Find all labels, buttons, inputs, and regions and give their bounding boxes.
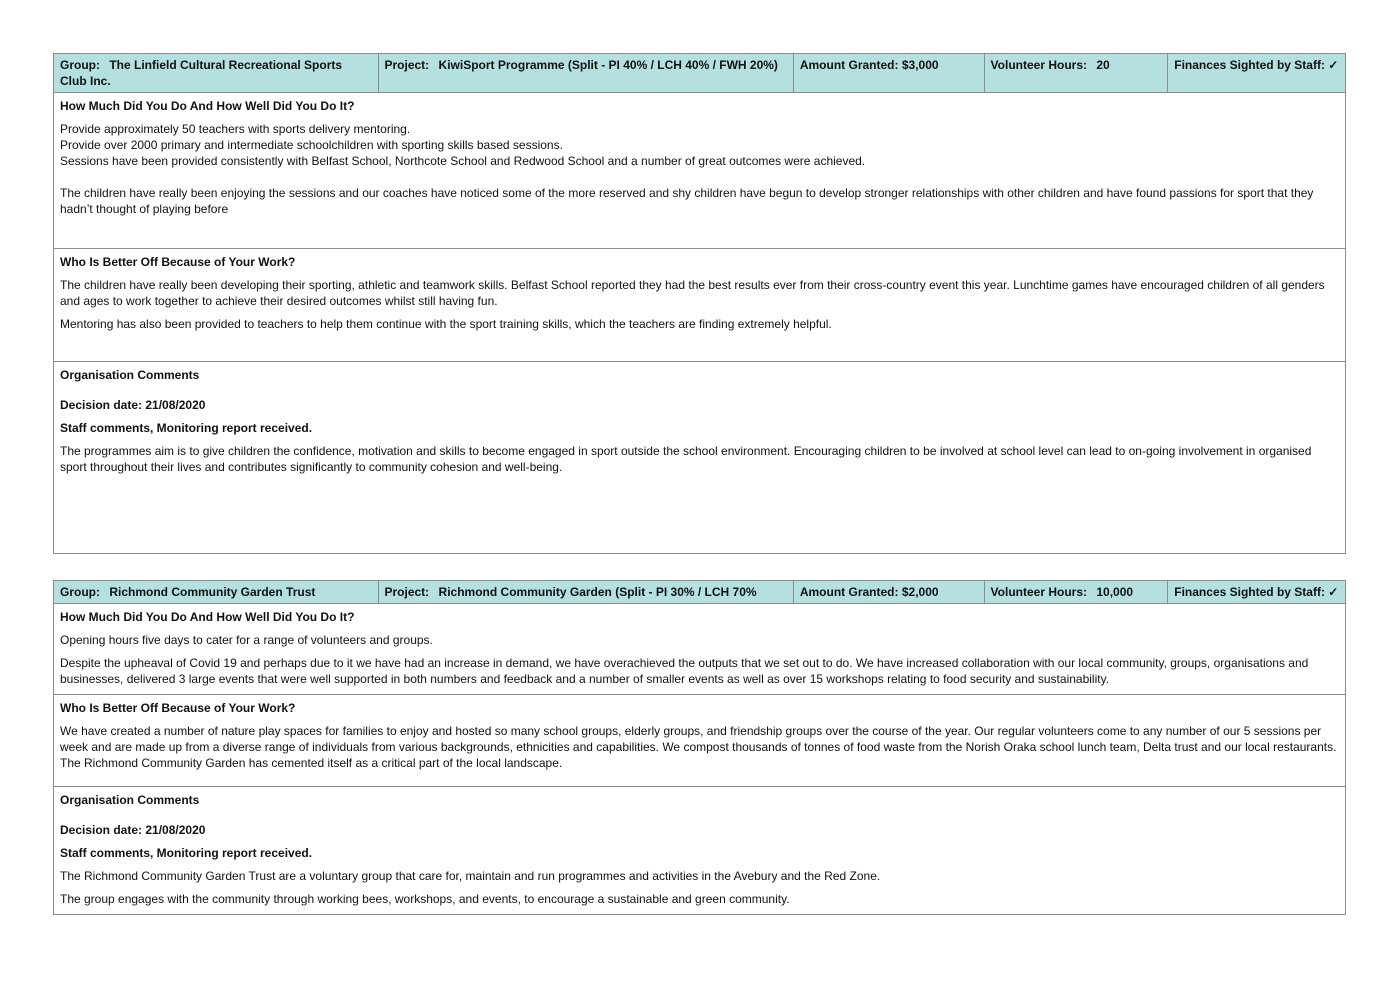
who-better-off-heading: Who Is Better Off Because of Your Work?	[60, 255, 296, 269]
finances-label: Finances Sighted by Staff:	[1174, 585, 1325, 599]
staff-comments-label: Staff comments, Monitoring report received.	[60, 421, 313, 435]
finances-cell	[1168, 54, 1345, 92]
group-cell	[54, 581, 379, 603]
staff-comments-label: Staff comments, Monitoring report received.	[60, 846, 313, 860]
project-label: Project:	[384, 58, 430, 72]
organisation-comments-heading: Organisation Comments	[60, 793, 200, 807]
paragraph-gap	[60, 169, 1339, 185]
organisation-comment-paragraph: The group engages with the community through working bees, workshops, and events, to encourage a sustainable and green community.	[60, 892, 790, 906]
finances-label: Finances Sighted by Staff:	[1174, 58, 1325, 72]
amount-cell	[794, 581, 985, 603]
report-header-row	[54, 54, 1345, 93]
how-much-section	[54, 604, 1345, 695]
group-value: The Linfield Cultural Recreational Sports Club Inc.	[60, 58, 343, 88]
who-better-off-paragraph: The children have really been developing their sporting, athletic and teamwork skills. Belfast School reported they had the best results ever from their cross-country event this year. Lunchtime games have encouraged children of all genders and ages to work together to achieve their desired outcomes whilst still having fun.	[60, 278, 1325, 308]
organisation-comments-section	[54, 787, 1345, 914]
report-header-row	[54, 581, 1345, 604]
how-much-paragraph: Opening hours five days to cater for a range of volunteers and groups.	[60, 633, 433, 647]
how-much-heading: How Much Did You Do And How Well Did You Do It?	[60, 610, 355, 624]
how-much-section	[54, 93, 1345, 249]
who-better-off-paragraph: Mentoring has also been provided to teachers to help them continue with the sport training skills, which the teachers are finding extremely helpful.	[60, 317, 832, 331]
volunteer-value: 20	[1096, 58, 1110, 72]
organisation-comment-paragraph: The programmes aim is to give children the confidence, motivation and skills to become engaged in sport outside the school environment. Encouraging children to be involved at school level can lead to on-going involvement in organised sport throughout their lives and contributes significantly to community cohesion and well-being.	[60, 444, 1312, 474]
how-much-line: Provide approximately 50 teachers with sports delivery mentoring.	[60, 122, 411, 136]
how-much-line: The children have really been enjoying the sessions and our coaches have noticed some of the more reserved and shy children have begun to develop stronger relationships with other children and have found passions for sport that they hadn’t thought of playing before	[60, 186, 1314, 216]
project-value: KiwiSport Programme (Split - PI 40% / LCH 40% / FWH 20%)	[438, 58, 778, 72]
who-better-off-paragraph: We have created a number of nature play spaces for families to enjoy and hosted so many school groups, elderly groups, and friendship groups over the course of the year. Our regular volunteers come to any number of our 5 sessions per week and are made up from a diverse range of individuals from various backgrounds, ethnicities and capabilities. We compost thousands of tonnes of food waste from the Norish Oraka school lunch team, Delta trust and our local restaurants. The Richmond Community Garden has cemented itself as a critical part of the local landscape.	[60, 724, 1337, 770]
project-cell	[379, 581, 794, 603]
volunteer-value: 10,000	[1096, 585, 1134, 599]
amount-label: Amount Granted:	[799, 58, 899, 72]
organisation-comments-heading: Organisation Comments	[60, 368, 200, 382]
report-table-linfield	[53, 53, 1346, 554]
how-much-line: Provide over 2000 primary and intermediate schoolchildren with sporting skills based sessions.	[60, 138, 563, 152]
how-much-paragraph: Despite the upheaval of Covid 19 and perhaps due to it we have had an increase in demand, we have overachieved the outputs that we set out to do. We have increased collaboration with our local community, groups, organisations and businesses, delivered 3 large events that were well supported in both numbers and feedback and a number of smaller events as well as over 15 workshops relating to food security and sustainability.	[60, 656, 1309, 686]
decision-date: Decision date: 21/08/2020	[60, 398, 206, 412]
group-label: Group:	[60, 585, 100, 599]
group-cell	[54, 54, 379, 92]
group-value: Richmond Community Garden Trust	[109, 585, 316, 599]
who-better-off-section	[54, 249, 1345, 362]
checkmark-icon: ✓	[1328, 585, 1339, 599]
who-better-off-section	[54, 695, 1345, 787]
how-much-line: Sessions have been provided consistently with Belfast School, Northcote School and Redwood School and a number of great outcomes were achieved.	[60, 154, 866, 168]
amount-value: $2,000	[901, 585, 939, 599]
how-much-heading: How Much Did You Do And How Well Did You Do It?	[60, 99, 355, 113]
project-label: Project:	[384, 585, 430, 599]
volunteer-cell	[985, 581, 1169, 603]
amount-cell	[794, 54, 985, 92]
volunteer-label: Volunteer Hours:	[990, 58, 1087, 72]
project-value: Richmond Community Garden (Split - PI 30% / LCH 70%	[438, 585, 757, 599]
report-table-richmond	[53, 580, 1346, 915]
organisation-comments-section	[54, 362, 1345, 551]
amount-value: $3,000	[901, 58, 939, 72]
who-better-off-heading: Who Is Better Off Because of Your Work?	[60, 701, 296, 715]
decision-date: Decision date: 21/08/2020	[60, 823, 206, 837]
checkmark-icon: ✓	[1328, 58, 1339, 72]
volunteer-cell	[985, 54, 1169, 92]
volunteer-label: Volunteer Hours:	[990, 585, 1087, 599]
finances-cell	[1168, 581, 1345, 603]
amount-label: Amount Granted:	[799, 585, 899, 599]
group-label: Group:	[60, 58, 100, 72]
project-cell	[379, 54, 794, 92]
organisation-comment-paragraph: The Richmond Community Garden Trust are a voluntary group that care for, maintain and run programmes and activities in the Avebury and the Red Zone.	[60, 869, 881, 883]
